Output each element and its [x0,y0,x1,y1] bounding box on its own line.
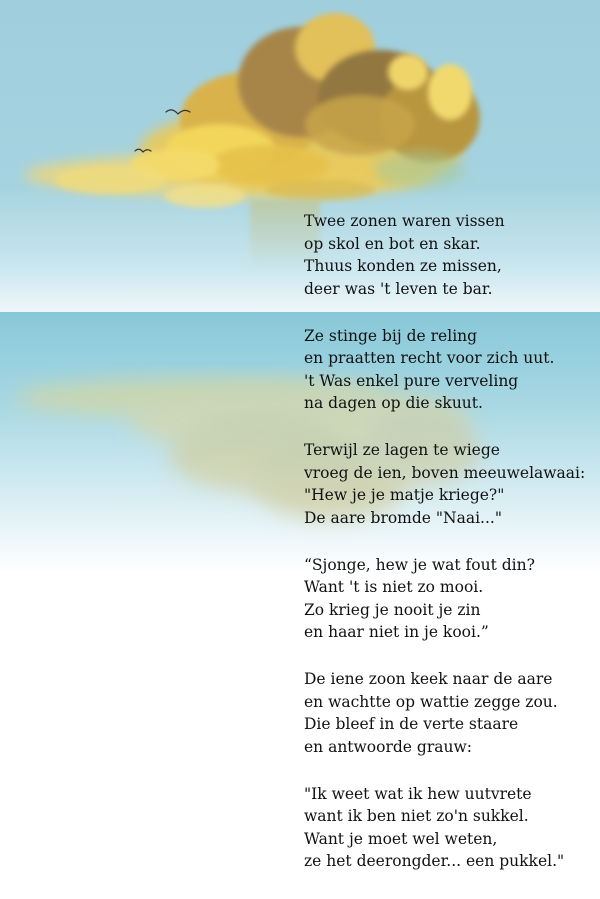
poem-line: "Hew je je matje kriege?" [304,486,505,504]
poem-line: Ze stinge bij de reling [304,326,478,345]
poem-line: Twee zonen waren vissen [304,212,505,230]
poem-line: 't Was enkel pure verveling [304,371,519,390]
poem-line: De aare bromde "Naai..." [304,508,502,527]
stanza [304,210,596,300]
poem-line: op skol en bot en skar. [304,234,481,253]
stanza [304,325,596,415]
poem-line: Thuus konden ze missen, [304,257,502,275]
poem-line: De iene zoon keek naar de aare [304,670,553,688]
poem-line: want ik ben niet zo'n sukkel. [304,807,529,825]
stanza [304,668,596,758]
poem-line: deer was 't leven te bar. [304,279,493,298]
stanza [304,783,596,873]
poem-line: Zo krieg je nooit je zin [304,600,481,619]
poem-line: “Sjonge, hew je wat fout din? [304,555,535,574]
poem-line: en haar niet in je kooi.” [304,623,489,641]
poem-line: Want je moet wel weten, [304,829,498,848]
poem-line: en praatten recht voor zich uut. [304,349,555,367]
poem-line: na dagen op die skuut. [304,394,483,412]
stanza [304,554,596,644]
poem-line: Want 't is niet zo mooi. [304,578,484,596]
poem [304,210,596,897]
poem-line: vroeg de ien, boven meeuwelawaai: [304,463,586,482]
poem-line: ze het deerongder... een pukkel." [304,852,565,870]
poem-line: en wachtte op wattie zegge zou. [304,692,558,711]
poem-line: Terwijl ze lagen te wiege [304,441,500,459]
poem-line: Die bleef in de verte staare [304,715,519,733]
stanza [304,439,596,529]
poem-line: en antwoorde grauw: [304,737,472,756]
poem-line: "Ik weet wat ik hew uutvrete [304,784,532,803]
